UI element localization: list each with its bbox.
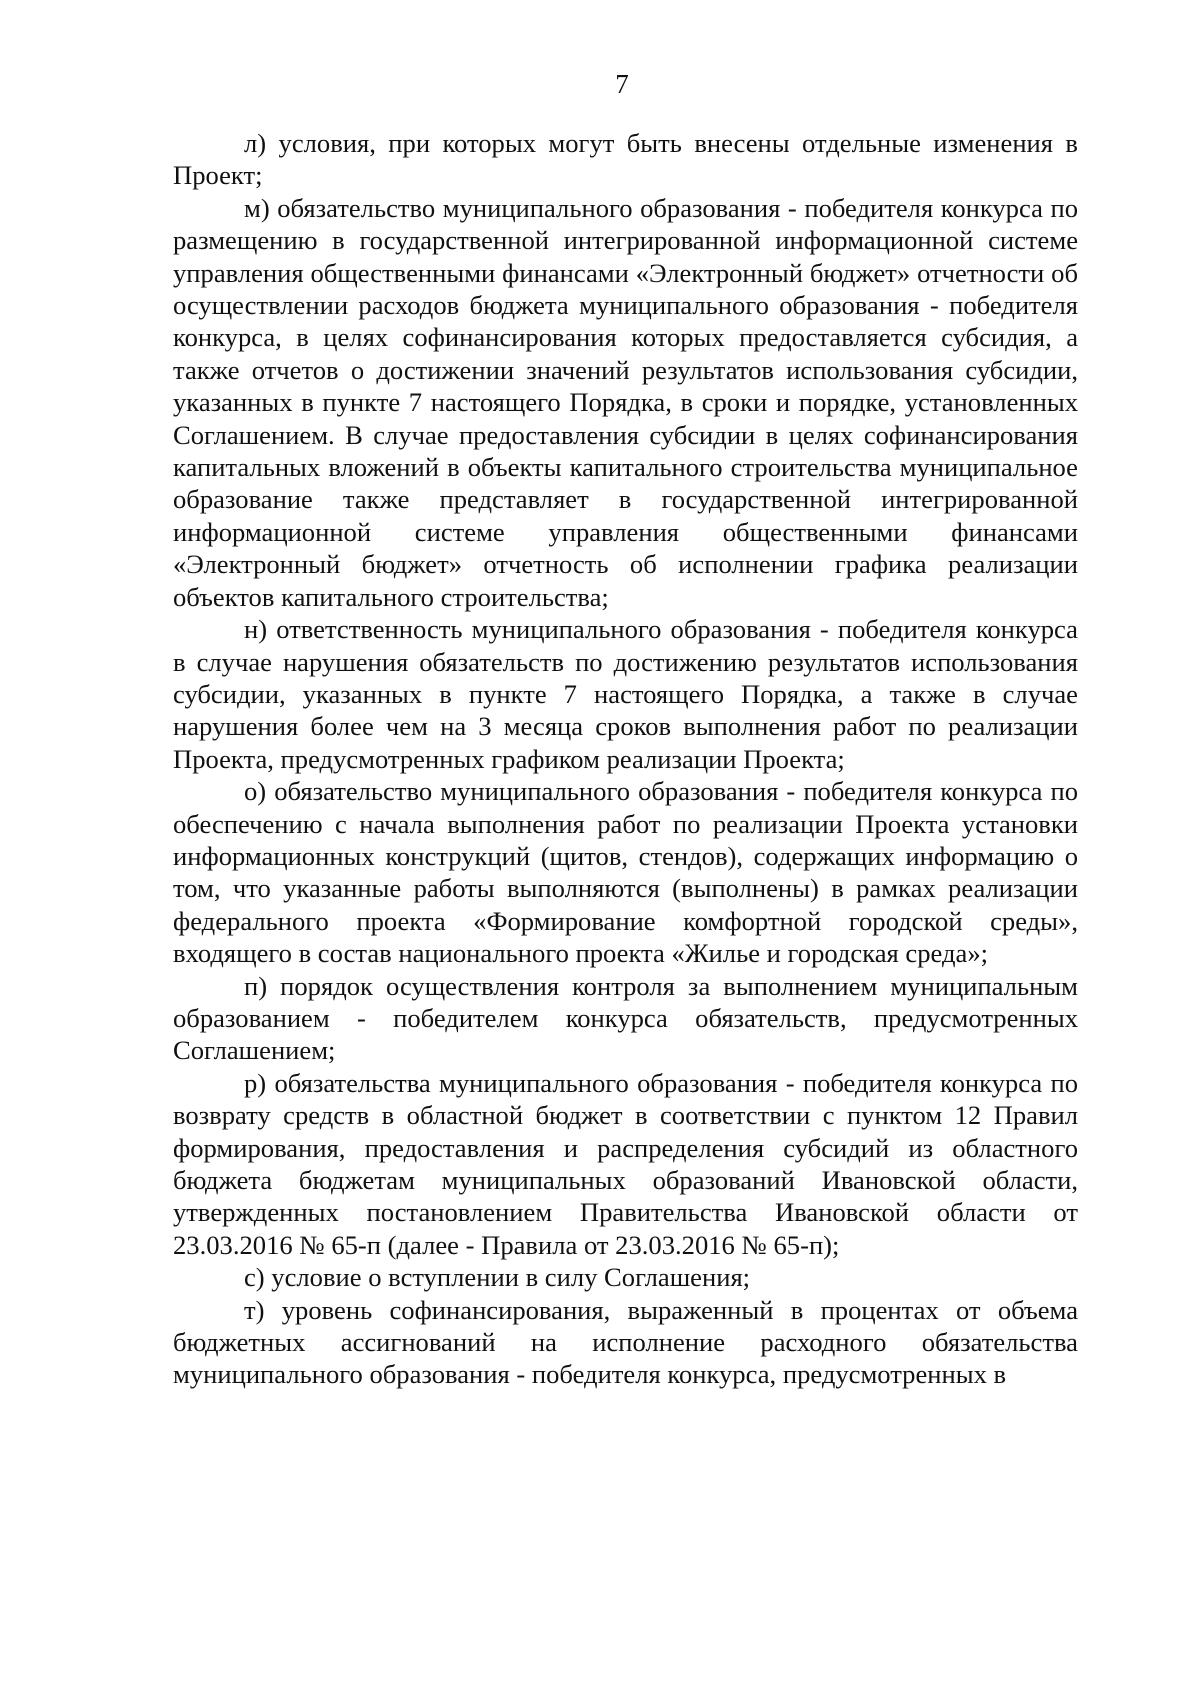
paragraph-m: м) обязательство муниципального образования - победителя конкурса по размещению в государственной интегрированной информационной системе управления общественными финансами «Электронный бюджет» отчетности об осуществлении расходов бюджета муниципального образования - победителя конкурса, в целях софинансирования которых предоставляется субсидия, а также отчетов о достижении значений результатов использования субсидии, указанных в пункте 7 настоящего Порядка, в сроки и порядке, установленных Соглашением. В случае предоставления субсидии в целях софинансирования капитальных вложений в объекты капитального строительства муниципальное образование также представляет в государственной интегрированной информационной системе управления общественными финансами «Электронный бюджет» отчетность об исполнении графика реализации объектов капитального строительства; [173,192,1078,612]
paragraph-t: т) уровень софинансирования, выраженный в процентах от объема бюджетных ассигнований на исполнение расходного обязательства муниципального образования - победителя конкурса, предусмотренных в [173,1294,1078,1390]
paragraph-n: н) ответственность муниципального образования - победителя конкурса в случае нарушения обязательств по достижению результатов использования субсидии, указанных в пункте 7 настоящего Порядка, а также в случае нарушения более чем на 3 месяца сроков выполнения работ по реализации Проекта, предусмотренных графиком реализации Проекта; [173,614,1078,774]
document-body [173,127,1078,1391]
paragraph-r: р) обязательства муниципального образования - победителя конкурса по возврату средств в областной бюджет в соответствии с пунктом 12 Правил формирования, предоставления и распределения субсидий из областного бюджета бюджетам муниципальных образований Ивановской области, утвержденных постановлением Правительства Ивановской области от 23.03.2016 № 65-п (далее - Правила от 23.03.2016 № 65-п); [173,1067,1078,1260]
paragraph-l: л) условия, при которых могут быть внесены отдельные изменения в Проект; [173,128,1078,191]
paragraph-p: п) порядок осуществления контроля за выполнением муниципальным образованием - победителем конкурса обязательств, предусмотренных Соглашением; [173,970,1078,1066]
page-number: 7 [615,69,629,99]
paragraph-o: о) обязательство муниципального образования - победителя конкурса по обеспечению с начала выполнения работ по реализации Проекта установки информационных конструкций (щитов, стендов), содержащих информацию о том, что указанные работы выполняются (выполнены) в рамках реализации федерального проекта «Формирование комфортной городской среды», входящего в состав национального проекта «Жилье и городская среда»; [173,776,1078,969]
paragraph-s: с) условие о вступлении в силу Соглашения; [244,1262,751,1293]
